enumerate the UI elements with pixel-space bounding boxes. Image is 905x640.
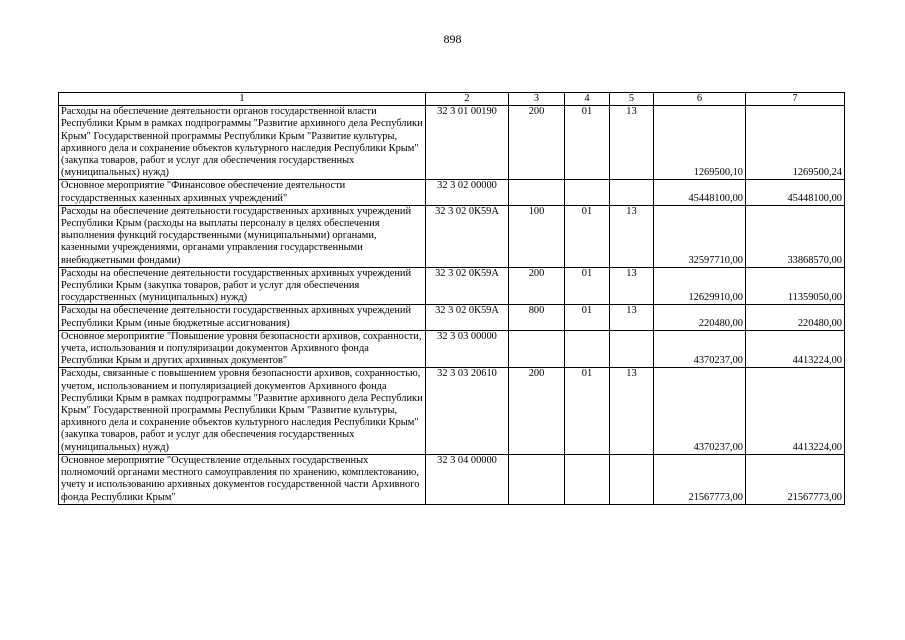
table-row — [59, 106, 845, 180]
subsection-cell — [610, 180, 654, 205]
header-cell: 2 — [426, 93, 509, 106]
subsection-cell: 13 — [610, 368, 654, 454]
expense-type-cell: 100 — [509, 205, 565, 267]
expense-type-cell — [509, 454, 565, 504]
section-cell: 01 — [565, 106, 610, 180]
target-article-code-cell: 32 3 02 00000 — [426, 180, 509, 205]
amount-col6-cell: 21567773,00 — [654, 454, 746, 504]
table-row — [59, 368, 845, 454]
section-cell — [565, 454, 610, 504]
target-article-code-cell: 32 3 02 0К59А — [426, 205, 509, 267]
expense-name-cell: Расходы на обеспечение деятельности государственных архивных учреждений Республики Крым (закупка товаров, работ и услуг для обеспечения государственных (муниципальных) нужд) — [59, 267, 426, 305]
header-cell: 4 — [565, 93, 610, 106]
section-cell: 01 — [565, 368, 610, 454]
header-cell: 7 — [746, 93, 845, 106]
page-number: 898 — [443, 32, 462, 46]
table-header-row — [59, 93, 845, 106]
expense-name-cell: Основное мероприятие "Финансовое обеспечение деятельности государственных казенных архивных учреждений" — [59, 180, 426, 205]
table-row — [59, 454, 845, 504]
expense-type-cell — [509, 180, 565, 205]
section-cell: 01 — [565, 205, 610, 267]
expense-type-cell: 200 — [509, 368, 565, 454]
amount-col6-cell: 4370237,00 — [654, 330, 746, 368]
amount-col6-cell: 32597710,00 — [654, 205, 746, 267]
amount-col7-cell: 4413224,00 — [746, 368, 845, 454]
expense-type-cell: 200 — [509, 106, 565, 180]
amount-col7-cell: 45448100,00 — [746, 180, 845, 205]
subsection-cell: 13 — [610, 106, 654, 180]
table-row — [59, 180, 845, 205]
section-cell — [565, 330, 610, 368]
amount-col7-cell: 220480,00 — [746, 305, 845, 330]
target-article-code-cell: 32 3 03 20610 — [426, 368, 509, 454]
expense-name-cell: Расходы на обеспечение деятельности государственных архивных учреждений Республики Крым (расходы на выплаты персоналу в целях обеспечения выполнения функций государственными (муниципальными) органами, казенными учреждениями, органами управления государственными внебюджетными фондами) — [59, 205, 426, 267]
subsection-cell: 13 — [610, 205, 654, 267]
section-cell: 01 — [565, 267, 610, 305]
header-cell: 6 — [654, 93, 746, 106]
amount-col6-cell: 12629910,00 — [654, 267, 746, 305]
expense-type-cell: 200 — [509, 267, 565, 305]
table-row — [59, 305, 845, 330]
header-cell: 3 — [509, 93, 565, 106]
target-article-code-cell: 32 3 01 00190 — [426, 106, 509, 180]
expense-type-cell: 800 — [509, 305, 565, 330]
subsection-cell — [610, 330, 654, 368]
amount-col6-cell: 1269500,10 — [654, 106, 746, 180]
amount-col7-cell: 4413224,00 — [746, 330, 845, 368]
amount-col7-cell: 1269500,24 — [746, 106, 845, 180]
expense-name-cell: Основное мероприятие "Осуществление отдельных государственных полномочий органами местного самоуправления по хранению, комплектованию, учету и использованию архивных документов государственной части Архивного фонда Республики Крым" — [59, 454, 426, 504]
expense-type-cell — [509, 330, 565, 368]
table-row — [59, 330, 845, 368]
header-cell: 1 — [59, 93, 426, 106]
section-cell: 01 — [565, 305, 610, 330]
expense-name-cell: Основное мероприятие "Повышение уровня безопасности архивов, сохранности, учета, использования и популяризации документов Архивного фонда Республики Крым и других архивных документов" — [59, 330, 426, 368]
amount-col7-cell: 33868570,00 — [746, 205, 845, 267]
budget-table — [58, 92, 845, 505]
target-article-code-cell: 32 3 04 00000 — [426, 454, 509, 504]
amount-col7-cell: 11359050,00 — [746, 267, 845, 305]
amount-col6-cell: 220480,00 — [654, 305, 746, 330]
expense-name-cell: Расходы на обеспечение деятельности государственных архивных учреждений Республики Крым (иные бюджетные ассигнования) — [59, 305, 426, 330]
table-row — [59, 205, 845, 267]
subsection-cell: 13 — [610, 305, 654, 330]
target-article-code-cell: 32 3 02 0К59А — [426, 305, 509, 330]
subsection-cell — [610, 454, 654, 504]
table-row — [59, 267, 845, 305]
target-article-code-cell: 32 3 02 0К59А — [426, 267, 509, 305]
target-article-code-cell: 32 3 03 00000 — [426, 330, 509, 368]
amount-col6-cell: 45448100,00 — [654, 180, 746, 205]
amount-col7-cell: 21567773,00 — [746, 454, 845, 504]
section-cell — [565, 180, 610, 205]
expense-name-cell: Расходы, связанные с повышением уровня безопасности архивов, сохранностью, учетом, использованием и популяризацией документов Архивного фонда Республики Крым в рамках подпрограммы "Развитие архивного дела Республики Крым" Государственной программы Республики Крым "Развитие культуры, архивного дела и сохранение объектов культурного наследия Республики Крым" (закупка товаров, работ и услуг для обеспечения государственных (муниципальных) нужд) — [59, 368, 426, 454]
subsection-cell: 13 — [610, 267, 654, 305]
amount-col6-cell: 4370237,00 — [654, 368, 746, 454]
expense-name-cell: Расходы на обеспечение деятельности органов государственной власти Республики Крым в рамках подпрограммы "Развитие архивного дела Республики Крым" Государственной программы Республики Крым "Развитие культуры, архивного дела и сохранение объектов культурного наследия Республики Крым" (закупка товаров, работ и услуг для обеспечения государственных (муниципальных) нужд) — [59, 106, 426, 180]
header-cell: 5 — [610, 93, 654, 106]
